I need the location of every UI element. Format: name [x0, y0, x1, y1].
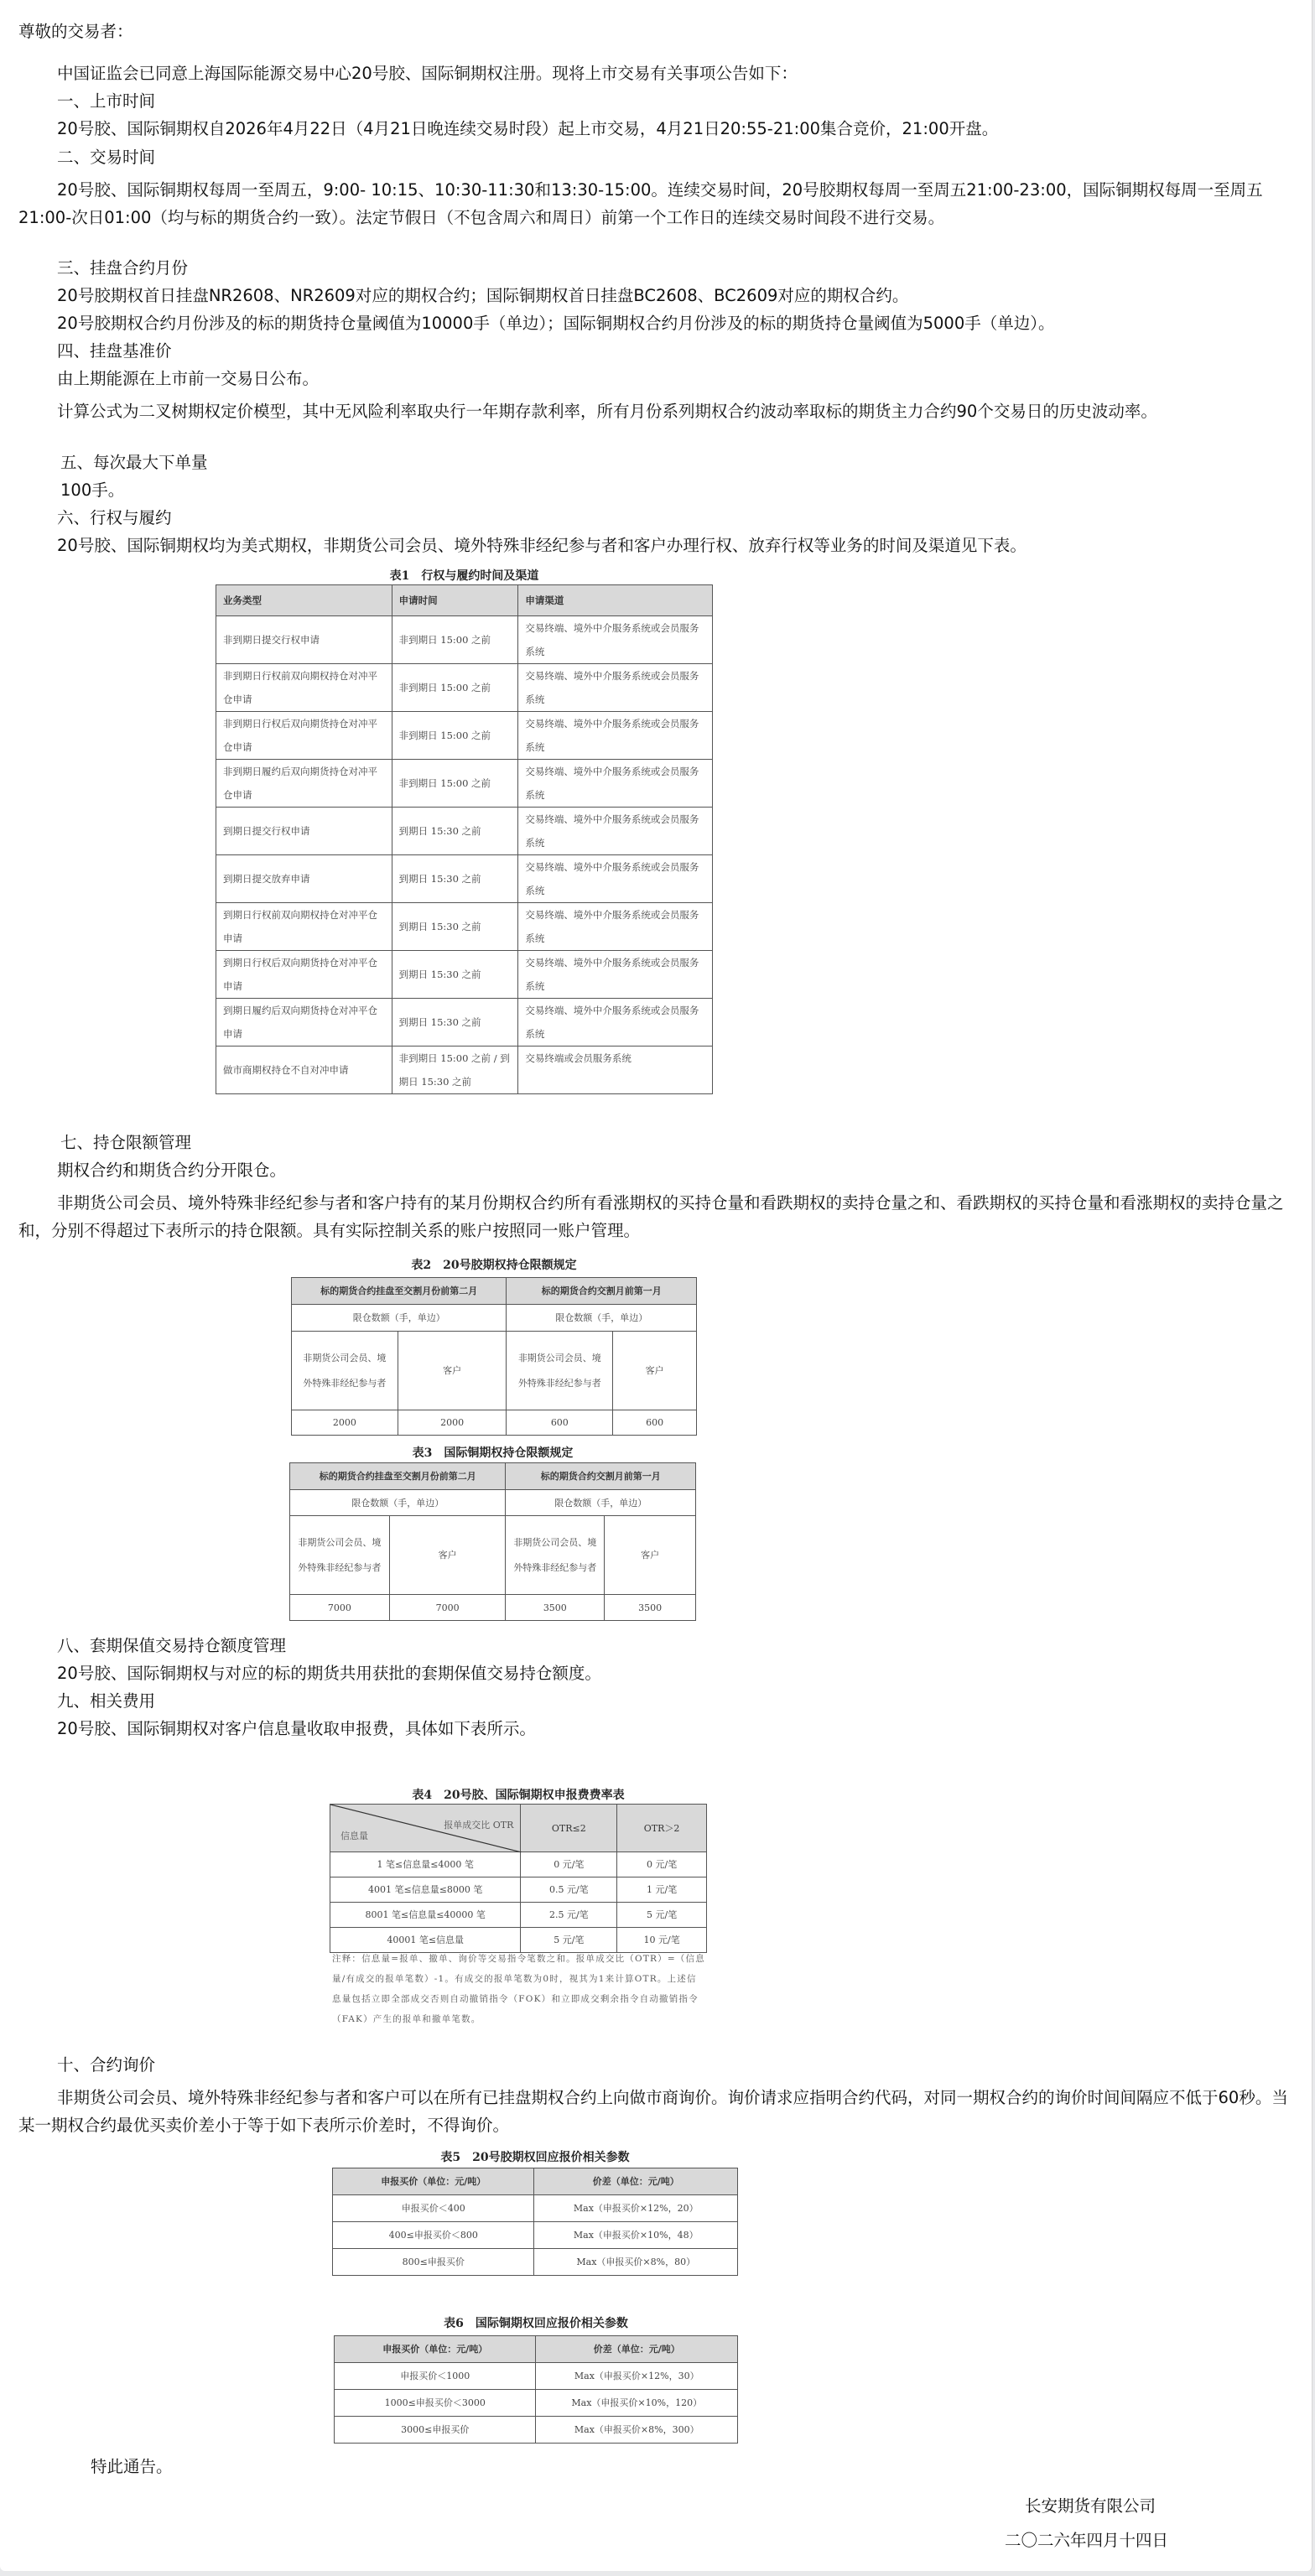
table-row	[292, 1410, 697, 1436]
table-cell: 10 元/笔	[617, 1928, 707, 1953]
table-row	[333, 2195, 738, 2222]
table-cell: 1000≤申报买价＜3000	[335, 2390, 536, 2417]
table-5-quote-params-nr	[332, 2168, 738, 2276]
table-row	[330, 1903, 707, 1928]
table-cell: 交易终端、境外中介服务系统或会员服务系统	[518, 951, 713, 999]
table-1-header: 业务类型	[216, 585, 392, 616]
table-cell: 到期日 15:30 之前	[392, 999, 518, 1046]
section-6-para-1: 20号胶、国际铜期权均为美式期权，非期货公司会员、境外特殊非经纪参与者和客户办理行权、放弃行权等业务的时间及渠道见下表。	[57, 536, 1027, 555]
greeting: 尊敬的交易者：	[18, 22, 133, 41]
table-2-group-header: 标的期货合约交割月前第一月	[507, 1278, 697, 1305]
table-cell: 5 元/笔	[521, 1928, 617, 1953]
table-cell: 到期日 15:30 之前	[392, 808, 518, 855]
table-4-corner-top: 报单成交比 OTR	[444, 1820, 514, 1831]
table-5-caption: 表5 20号胶期权回应报价相关参数	[440, 2151, 630, 2164]
table-cell: 2.5 元/笔	[521, 1903, 617, 1928]
table-cell: Max（申报买价×10%，120）	[536, 2390, 738, 2417]
table-cell: 交易终端、境外中介服务系统或会员服务系统	[518, 664, 713, 712]
table-2-unit: 限仓数额（手，单边）	[507, 1305, 697, 1332]
table-cell: 非到期日行权后双向期货持仓对冲平仓申请	[216, 712, 392, 760]
table-cell: 到期日提交放弃申请	[216, 855, 392, 903]
table-row	[216, 999, 713, 1046]
table-cell: Max（申报买价×10%，48）	[534, 2222, 738, 2249]
table-3-subheader: 客户	[605, 1516, 696, 1595]
table-cell: 600	[507, 1410, 613, 1436]
table-2-subheader: 客户	[613, 1332, 697, 1410]
table-6-header: 申报买价（单位：元/吨）	[335, 2336, 536, 2363]
signature-date: 二〇二六年四月十四日	[1005, 2531, 1169, 2550]
section-heading-10: 十、合约询价	[57, 2055, 156, 2075]
table-row	[216, 1046, 713, 1094]
section-heading-3: 三、挂盘合约月份	[57, 258, 189, 278]
table-cell: 2000	[398, 1410, 507, 1436]
section-heading-7: 七、持仓限额管理	[60, 1133, 192, 1152]
table-cell: 交易终端、境外中介服务系统或会员服务系统	[518, 712, 713, 760]
table-cell: 交易终端、境外中介服务系统或会员服务系统	[518, 999, 713, 1046]
section-heading-2: 二、交易时间	[57, 148, 156, 167]
table-5-header: 申报买价（单位：元/吨）	[333, 2168, 534, 2195]
table-6-header: 价差（单位：元/吨）	[536, 2336, 738, 2363]
table-row	[216, 855, 713, 903]
table-2-subheader: 客户	[398, 1332, 507, 1410]
table-row	[333, 2249, 738, 2276]
section-4-para-1: 由上期能源在上市前一交易日公布。	[57, 369, 320, 388]
signature-company: 长安期货有限公司	[1025, 2496, 1156, 2516]
table-row	[335, 2417, 738, 2444]
table-cell: 5 元/笔	[617, 1903, 707, 1928]
section-7-para-2: 非期货公司会员、境外特殊非经纪参与者和客户持有的某月份期权合约所有看涨期权的买持仓量和看跌期权的卖持仓量之和、看跌期权的买持仓量和看涨期权的卖持仓量之和，分别不得超过下表所示的持仓限额。具有实际控制关系的账户按照同一账户管理。	[18, 1193, 1284, 1240]
table-cell: Max（申报买价×12%，30）	[536, 2363, 738, 2390]
table-cell: 800≤申报买价	[333, 2249, 534, 2276]
table-cell: 非到期日 15:00 之前	[392, 664, 518, 712]
table-3-caption: 表3 国际铜期权持仓限额规定	[412, 1446, 574, 1460]
table-3-position-limits-bc	[289, 1462, 696, 1621]
table-cell: 非到期日 15:00 之前 / 到期日 15:30 之前	[392, 1046, 518, 1094]
table-cell: 申报买价＜1000	[335, 2363, 536, 2390]
table-cell: 到期日行权前双向期权持仓对冲平仓申请	[216, 903, 392, 951]
table-4-fee-rates	[330, 1804, 707, 1953]
table-cell: 非到期日 15:00 之前	[392, 616, 518, 664]
table-cell: 600	[613, 1410, 697, 1436]
closing-text: 特此通告。	[91, 2457, 173, 2476]
table-cell: 到期日 15:30 之前	[392, 903, 518, 951]
table-cell: 0 元/笔	[521, 1852, 617, 1877]
table-cell: 做市商期权持仓不自对冲申请	[216, 1046, 392, 1094]
table-6-caption: 表6 国际铜期权回应报价相关参数	[444, 2317, 628, 2330]
table-row	[335, 2390, 738, 2417]
intro-paragraph: 中国证监会已同意上海国际能源交易中心20号胶、国际铜期权注册。现将上市交易有关事项公告如下：	[57, 64, 798, 83]
section-4-para-2: 计算公式为二叉树期权定价模型，其中无风险利率取央行一年期存款利率，所有月份系列期权合约波动率取标的期货主力合约90个交易日的历史波动率。	[57, 402, 1157, 421]
table-5-header: 价差（单位：元/吨）	[534, 2168, 738, 2195]
section-5-para-1: 100手。	[60, 480, 125, 500]
table-cell: 交易终端或会员服务系统	[518, 1046, 713, 1094]
table-cell: 非到期日履约后双向期货持仓对冲平仓申请	[216, 760, 392, 808]
table-3-group-header: 标的期货合约交割月前第一月	[506, 1463, 696, 1490]
table-3-subheader: 非期货公司会员、境外特殊非经纪参与者	[506, 1516, 605, 1595]
table-6-quote-params-bc	[334, 2335, 738, 2444]
section-3-para-2: 20号胶期权合约月份涉及的标的期货持仓量阈值为10000手（单边）；国际铜期权合约月份涉及的标的期货持仓量阈值为5000手（单边）。	[57, 314, 1055, 333]
table-3-subheader: 非期货公司会员、境外特殊非经纪参与者	[290, 1516, 390, 1595]
section-10-para-1: 非期货公司会员、境外特殊非经纪参与者和客户可以在所有已挂盘期权合约上向做市商询价。询价请求应指明合约代码，对同一期权合约的询价时间间隔应不低于60秒。当某一期权合约最优买卖价差小于等于如下表所示价差时，不得询价。	[18, 2088, 1288, 2135]
table-cell: 非到期日行权前双向期权持仓对冲平仓申请	[216, 664, 392, 712]
table-2-unit: 限仓数额（手，单边）	[292, 1305, 507, 1332]
table-cell: 到期日提交行权申请	[216, 808, 392, 855]
table-4-header: OTR＞2	[617, 1805, 707, 1852]
table-cell: 8001 笔≤信息量≤40000 笔	[330, 1903, 521, 1928]
table-row	[290, 1595, 696, 1621]
table-cell: Max（申报买价×8%，300）	[536, 2417, 738, 2444]
section-heading-8: 八、套期保值交易持仓额度管理	[57, 1636, 287, 1655]
section-heading-5: 五、每次最大下单量	[60, 453, 208, 472]
table-1-header: 申请时间	[392, 585, 518, 616]
table-1-exercise-channels	[216, 584, 713, 1094]
table-3-subheader: 客户	[389, 1516, 506, 1595]
table-cell: 交易终端、境外中介服务系统或会员服务系统	[518, 760, 713, 808]
table-2-subheader: 非期货公司会员、境外特殊非经纪参与者	[507, 1332, 613, 1410]
table-row	[216, 951, 713, 999]
section-9-para-1: 20号胶、国际铜期权对客户信息量收取申报费，具体如下表所示。	[57, 1719, 536, 1738]
table-cell: 非到期日 15:00 之前	[392, 712, 518, 760]
table-4-corner-bottom: 信息量	[340, 1831, 368, 1841]
table-cell: 2000	[292, 1410, 398, 1436]
table-row	[216, 664, 713, 712]
table-row	[216, 616, 713, 664]
table-cell: 非到期日 15:00 之前	[392, 760, 518, 808]
table-cell: 3500	[605, 1595, 696, 1621]
section-1-para-1: 20号胶、国际铜期权自2026年4月22日（4月21日晚连续交易时段）起上市交易，4月21日20:55-21:00集合竞价，21:00开盘。	[57, 119, 999, 138]
table-cell: 到期日 15:30 之前	[392, 951, 518, 999]
table-3-unit: 限仓数额（手，单边）	[506, 1490, 696, 1516]
table-cell: 交易终端、境外中介服务系统或会员服务系统	[518, 616, 713, 664]
section-7-para-1: 期权合约和期货合约分开限仓。	[57, 1161, 287, 1180]
table-2-subheader: 非期货公司会员、境外特殊非经纪参与者	[292, 1332, 398, 1410]
table-1-header: 申请渠道	[518, 585, 713, 616]
table-row	[330, 1877, 707, 1903]
table-cell: 0.5 元/笔	[521, 1877, 617, 1903]
table-row	[216, 712, 713, 760]
section-8-para-1: 20号胶、国际铜期权与对应的标的期货共用获批的套期保值交易持仓额度。	[57, 1664, 601, 1683]
table-3-group-header: 标的期货合约挂盘至交割月份前第二月	[290, 1463, 506, 1490]
table-row	[216, 760, 713, 808]
table-cell: 400≤申报买价＜800	[333, 2222, 534, 2249]
table-2-position-limits-nr	[291, 1277, 697, 1436]
table-1-caption: 表1 行权与履约时间及渠道	[389, 569, 539, 583]
table-cell: 40001 笔≤信息量	[330, 1928, 521, 1953]
section-heading-6: 六、行权与履约	[57, 508, 172, 527]
section-2-para-1: 20号胶、国际铜期权每周一至周五，9:00- 10:15、10:30-11:30和13:30-15:00。连续交易时间，20号胶期权每周一至周五21:00-23:00，国际铜期权每周一至周五21:00-次日01:00（均与标的期货合约一致）。法定节假日（不包含周六和周日）前第一个工作日的连续交易时间段不进行交易。	[18, 180, 1263, 227]
table-cell: 到期日履约后双向期货持仓对冲平仓申请	[216, 999, 392, 1046]
table-4-note: 注释：信息量=报单、撤单、询价等交易指令笔数之和。报单成交比（OTR）=（信息量/有成交的报单笔数）-1。有成交的报单笔数为0时，视其为1来计算OTR。上述信息量包括立即全部成交否则自动撤销指令（FOK）和立即成交剩余指令自动撤销指令（FAK）产生的报单和撤单笔数。	[332, 1954, 705, 2024]
table-cell: Max（申报买价×8%，80）	[534, 2249, 738, 2276]
table-cell: 交易终端、境外中介服务系统或会员服务系统	[518, 903, 713, 951]
table-cell: 1 笔≤信息量≤4000 笔	[330, 1852, 521, 1877]
table-3-unit: 限仓数额（手，单边）	[290, 1490, 506, 1516]
table-cell: 4001 笔≤信息量≤8000 笔	[330, 1877, 521, 1903]
table-row	[335, 2363, 738, 2390]
table-cell: 3000≤申报买价	[335, 2417, 536, 2444]
table-cell: 0 元/笔	[617, 1852, 707, 1877]
table-4-caption: 表4 20号胶、国际铜期权申报费费率表	[412, 1789, 625, 1802]
table-4-header: OTR≤2	[521, 1805, 617, 1852]
section-3-para-1: 20号胶期权首日挂盘NR2608、NR2609对应的期权合约；国际铜期权首日挂盘BC2608、BC2609对应的期权合约。	[57, 286, 909, 305]
table-row	[216, 903, 713, 951]
table-row	[333, 2222, 738, 2249]
section-heading-9: 九、相关费用	[57, 1691, 156, 1711]
table-cell: 到期日行权后双向期货持仓对冲平仓申请	[216, 951, 392, 999]
table-cell: 7000	[290, 1595, 390, 1621]
section-heading-4: 四、挂盘基准价	[57, 341, 172, 361]
table-cell: 到期日 15:30 之前	[392, 855, 518, 903]
table-cell: Max（申报买价×12%，20）	[534, 2195, 738, 2222]
table-cell: 非到期日提交行权申请	[216, 616, 392, 664]
section-heading-1: 一、上市时间	[57, 91, 156, 111]
table-cell: 交易终端、境外中介服务系统或会员服务系统	[518, 855, 713, 903]
table-cell: 3500	[506, 1595, 605, 1621]
table-2-group-header: 标的期货合约挂盘至交割月份前第二月	[292, 1278, 507, 1305]
table-cell: 交易终端、境外中介服务系统或会员服务系统	[518, 808, 713, 855]
table-2-caption: 表2 20号胶期权持仓限额规定	[411, 1259, 577, 1272]
table-cell: 申报买价＜400	[333, 2195, 534, 2222]
table-cell: 1 元/笔	[617, 1877, 707, 1903]
table-cell: 7000	[389, 1595, 506, 1621]
table-row	[216, 808, 713, 855]
table-row	[330, 1852, 707, 1877]
table-4-corner-header	[330, 1805, 521, 1852]
